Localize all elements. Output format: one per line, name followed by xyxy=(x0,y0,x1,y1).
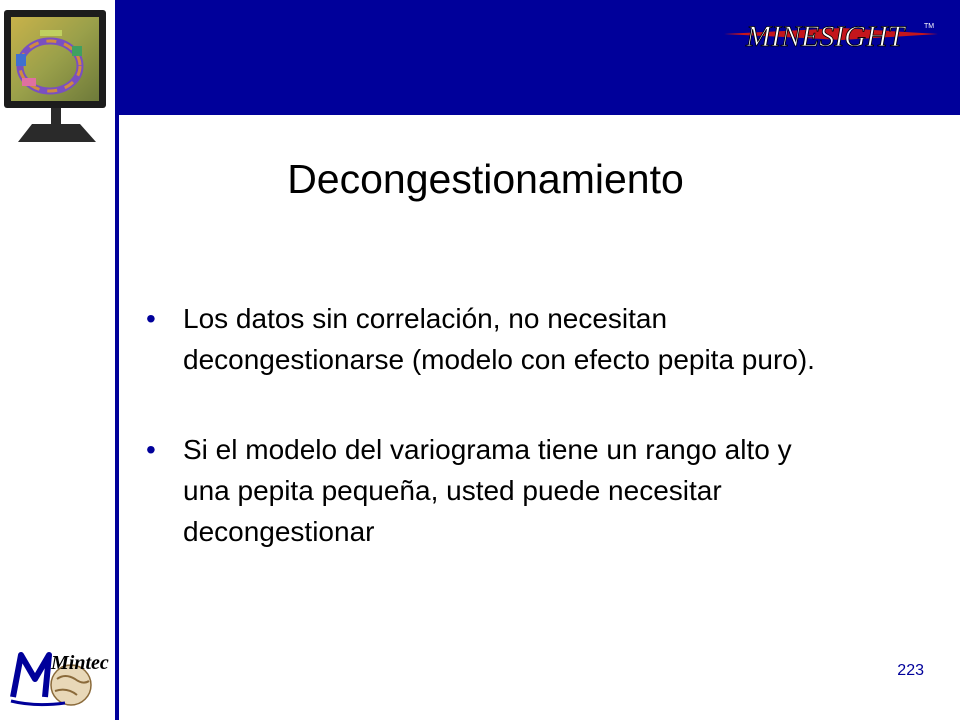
svg-text:Mintec: Mintec xyxy=(51,652,109,674)
bullet-item xyxy=(146,429,846,552)
bullet-item xyxy=(146,298,846,380)
svg-text:TM: TM xyxy=(924,23,935,30)
monitor-icon xyxy=(2,8,110,144)
slide-title: Decongestionamiento xyxy=(287,156,684,202)
bullet-text: Los datos sin correlación, no necesitan decongestionarse (modelo con efecto pepita puro). xyxy=(183,303,815,375)
mintec-logo xyxy=(5,645,113,710)
minesight-logo xyxy=(722,12,940,58)
left-divider xyxy=(115,0,119,720)
bullet-glyph: • xyxy=(146,434,156,465)
page-number: 223 xyxy=(897,662,924,679)
svg-text:MINESIGHT: MINESIGHT xyxy=(746,20,905,53)
bullet-text: Si el modelo del variograma tiene un rango alto y una pepita pequeña, usted puede necesitar decongestionar xyxy=(183,434,792,547)
bullet-list xyxy=(146,298,846,552)
bullet-glyph: • xyxy=(146,303,156,334)
